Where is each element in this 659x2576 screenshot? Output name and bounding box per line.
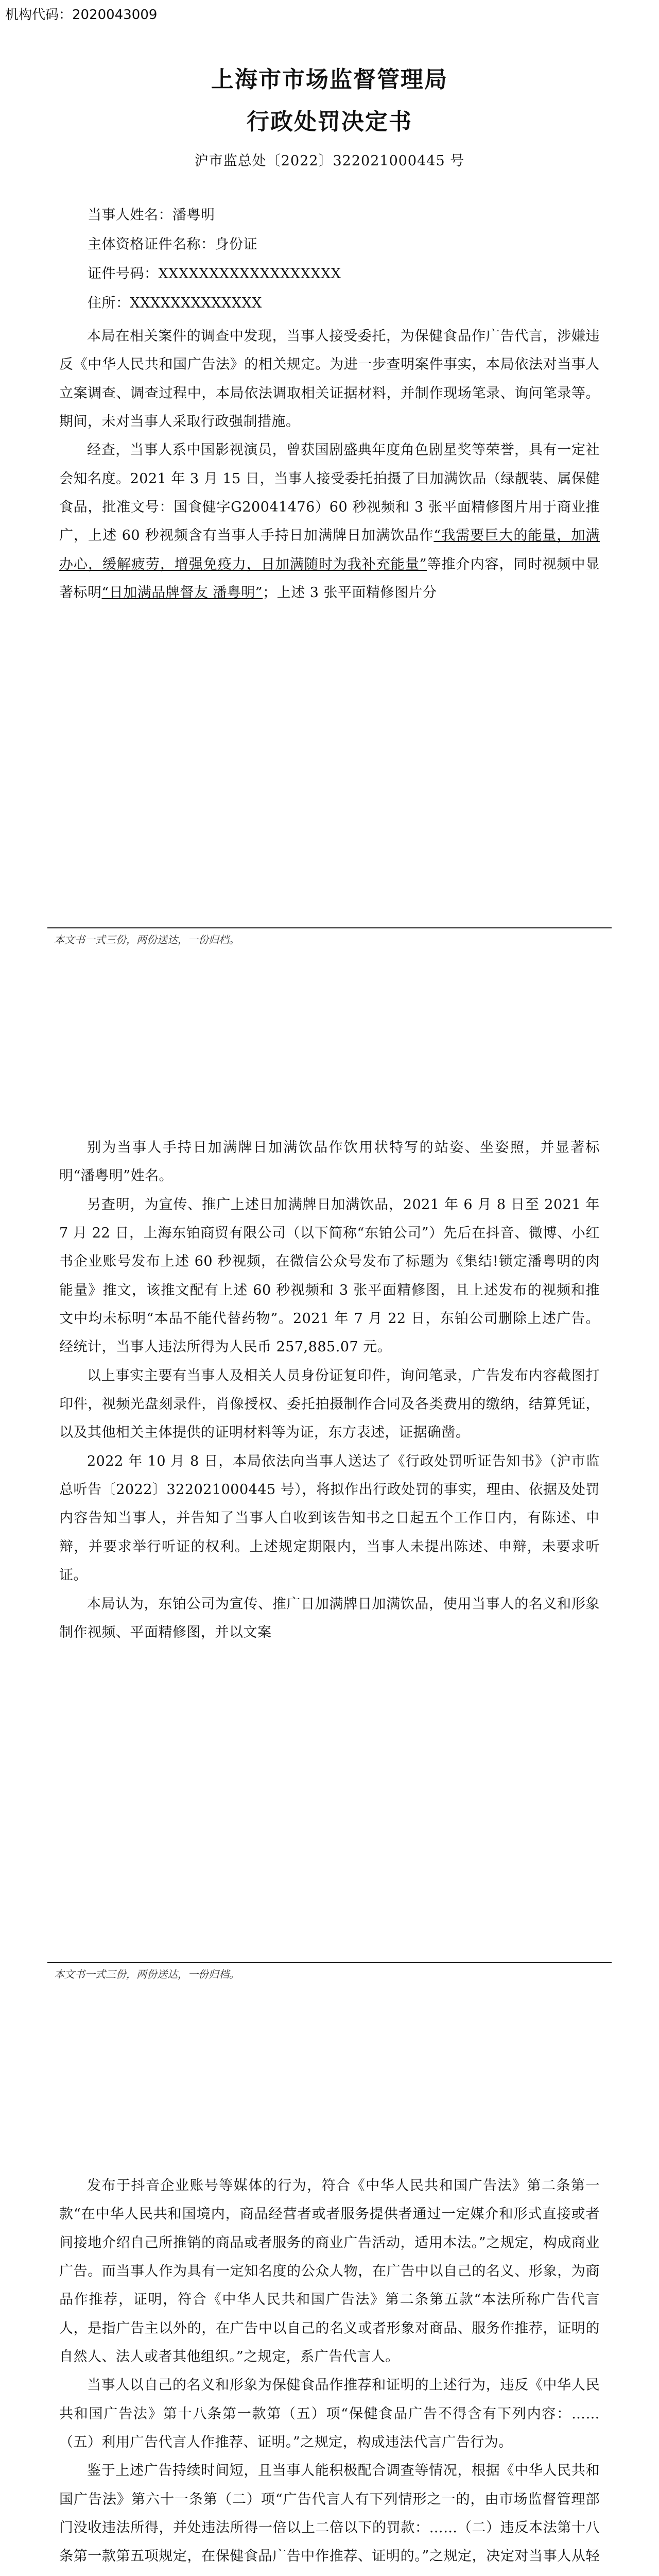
- page1-body: [59, 322, 600, 607]
- page-footer: 本文书一式三份，两份送达，一份归档。: [54, 934, 239, 946]
- page-footer: 本文书一式三份，两份送达，一份归档。: [54, 1968, 239, 1980]
- footer-rule: [47, 1962, 612, 1963]
- highlight-quote: “日加满品牌督友 潘粤明”: [101, 585, 263, 601]
- paragraph: 发布于抖音企业账号等媒体的行为，符合《中华人民共和国广告法》第二条第一款“在中华人民共和国境内，商品经营者或者服务提供者通过一定媒介和形式直接或者间接地介绍自己所推销的商品或者服务的商业广告活动，适用本法。”之规定，构成商业广告。而当事人作为具有一定知名度的公众人物，在广告中以自己的名义、形象，为商品作推荐，证明，符合《中华人民共和国广告法》第二条第五款“本法所称广告代言人，是指广告主以外的，在广告中以自己的名义或者形象对商品、服务作推荐，证明的自然人、法人或者其他组织。”之规定，系广告代言人。: [59, 2178, 600, 2365]
- party-name: 当事人姓名：潘粤明: [88, 207, 215, 223]
- paragraph: 经查，当事人系中国影视演员，曾获国剧盛典年度角色剧星奖等荣誉，具有一定社会知名度。2021 年 3 月 15 日，当事人接受委托拍摄了日加满饮品（绿靓装、属保健食品，批准文号：国食健字G20041476）60 秒视频和 3 张平面精修图片用于商业推广，上述 60 秒视频含有当事人手持日加满牌日加满饮品作“我需要巨大的能量，加满办心，缓解疲劳，增强免疫力，日加满随时为我补充能量”等推介内容，同时视频中显著标明“日加满品牌督友 潘粤明”；上述 3 张平面精修图片分: [59, 442, 600, 601]
- paragraph: 当事人以自己的名义和形象为保健食品作推荐和证明的上述行为，违反《中华人民共和国广告法》第十八条第一款第（五）项“保健食品广告不得含有下列内容：……（五）利用广告代言人作推荐、证明。”之规定，构成违法代言广告行为。: [59, 2377, 600, 2451]
- highlight-quote: “我需要巨大的能量，加满办心，缓解疲劳，增强免疫力，日加满随时为我补充能量”: [59, 528, 600, 572]
- party-id-type: 主体资格证件名称：身份证: [88, 236, 257, 252]
- paragraph: 本局认为，东铂公司为宣传、推广日加满牌日加满饮品，使用当事人的名义和形象制作视频、平面精修图，并以文案: [59, 1596, 600, 1640]
- paragraph: 本局在相关案件的调查中发现，当事人接受委托，为保健食品作广告代言，涉嫌违反《中华人民共和国广告法》的相关规定。为进一步查明案件事实，本局依法对当事人立案调查、调查过程中，本局依法调取相关证据材料，并制作现场笔录、询问笔录等。期间，未对当事人采取行政强制措施。: [59, 328, 600, 430]
- paragraph: 以上事实主要有当事人及相关人员身份证复印件，询问笔录，广告发布内容截图打印件，视频光盘刻录件，肖像授权、委托拍摄制作合同及各类费用的缴纳，结算凭证，以及其他相关主体提供的证明材料等为证，东方表述，证据确凿。: [59, 1367, 600, 1441]
- page2-body: [59, 1133, 600, 1647]
- party-address: 住所：XXXXXXXXXXXXX: [88, 295, 262, 311]
- document-title-line1: 上海市市场监督管理局: [211, 66, 448, 93]
- page3-body: [59, 2172, 600, 2576]
- document-title-line2: 行政处罚决定书: [247, 109, 412, 135]
- paragraph: 别为当事人手持日加满牌日加满饮品作饮用状特写的站姿、坐姿照，并显著标明“潘粤明”姓名。: [59, 1140, 600, 1184]
- paragraph: 鉴于上述广告持续时间短，且当事人能积极配合调查等情况，根据《中华人民共和国广告法》第六十一条第（二）项“广告代言人有下列情形之一的，由市场监督管理部门没收违法所得，并处违法所得一倍以上二倍以下的罚款：……（二）违反本法第十八条第一款第五项规定，在保健食品广告中作推荐、证明的。”之规定，决定对当事人从轻: [59, 2463, 600, 2565]
- party-id-number: 证件号码：XXXXXXXXXXXXXXXXXX: [88, 266, 341, 282]
- org-code: 机构代码：2020043009: [5, 7, 158, 23]
- paragraph: 2022 年 10 月 8 日，本局依法向当事人送达了《行政处罚听证告知书》（沪市监总听告〔2022〕322021000445 号），将拟作出行政处罚的事实，理由、依据及处罚内容告知当事人，并告知了当事人自收到该告知书之日起五个工作日内，有陈述、申辩，并要求举行听证的权利。上述规定期限内，当事人未提出陈述、申辩，未要求听证。: [59, 1453, 600, 1584]
- paragraph: 另查明，为宣传、推广上述日加满牌日加满饮品，2021 年 6 月 8 日至 2021 年 7 月 22 日，上海东铂商贸有限公司（以下简称“东铂公司”）先后在抖音、微博、小红书企业账号发布上述 60 秒视频，在微信公众号发布了标题为《集结!锁定潘粤明的肉能量》推文，该推文配有上述 60 秒视频和 3 张平面精修图，且上述发布的视频和推文中均未标明“本品不能代替药物”。2021 年 7 月 22 日，东铂公司删除上述广告。经统计，当事人违法所得为人民币 257,885.07 元。: [59, 1196, 600, 1355]
- document-number: 沪市监总处〔2022〕322021000445 号: [194, 153, 465, 169]
- footer-rule: [47, 927, 612, 928]
